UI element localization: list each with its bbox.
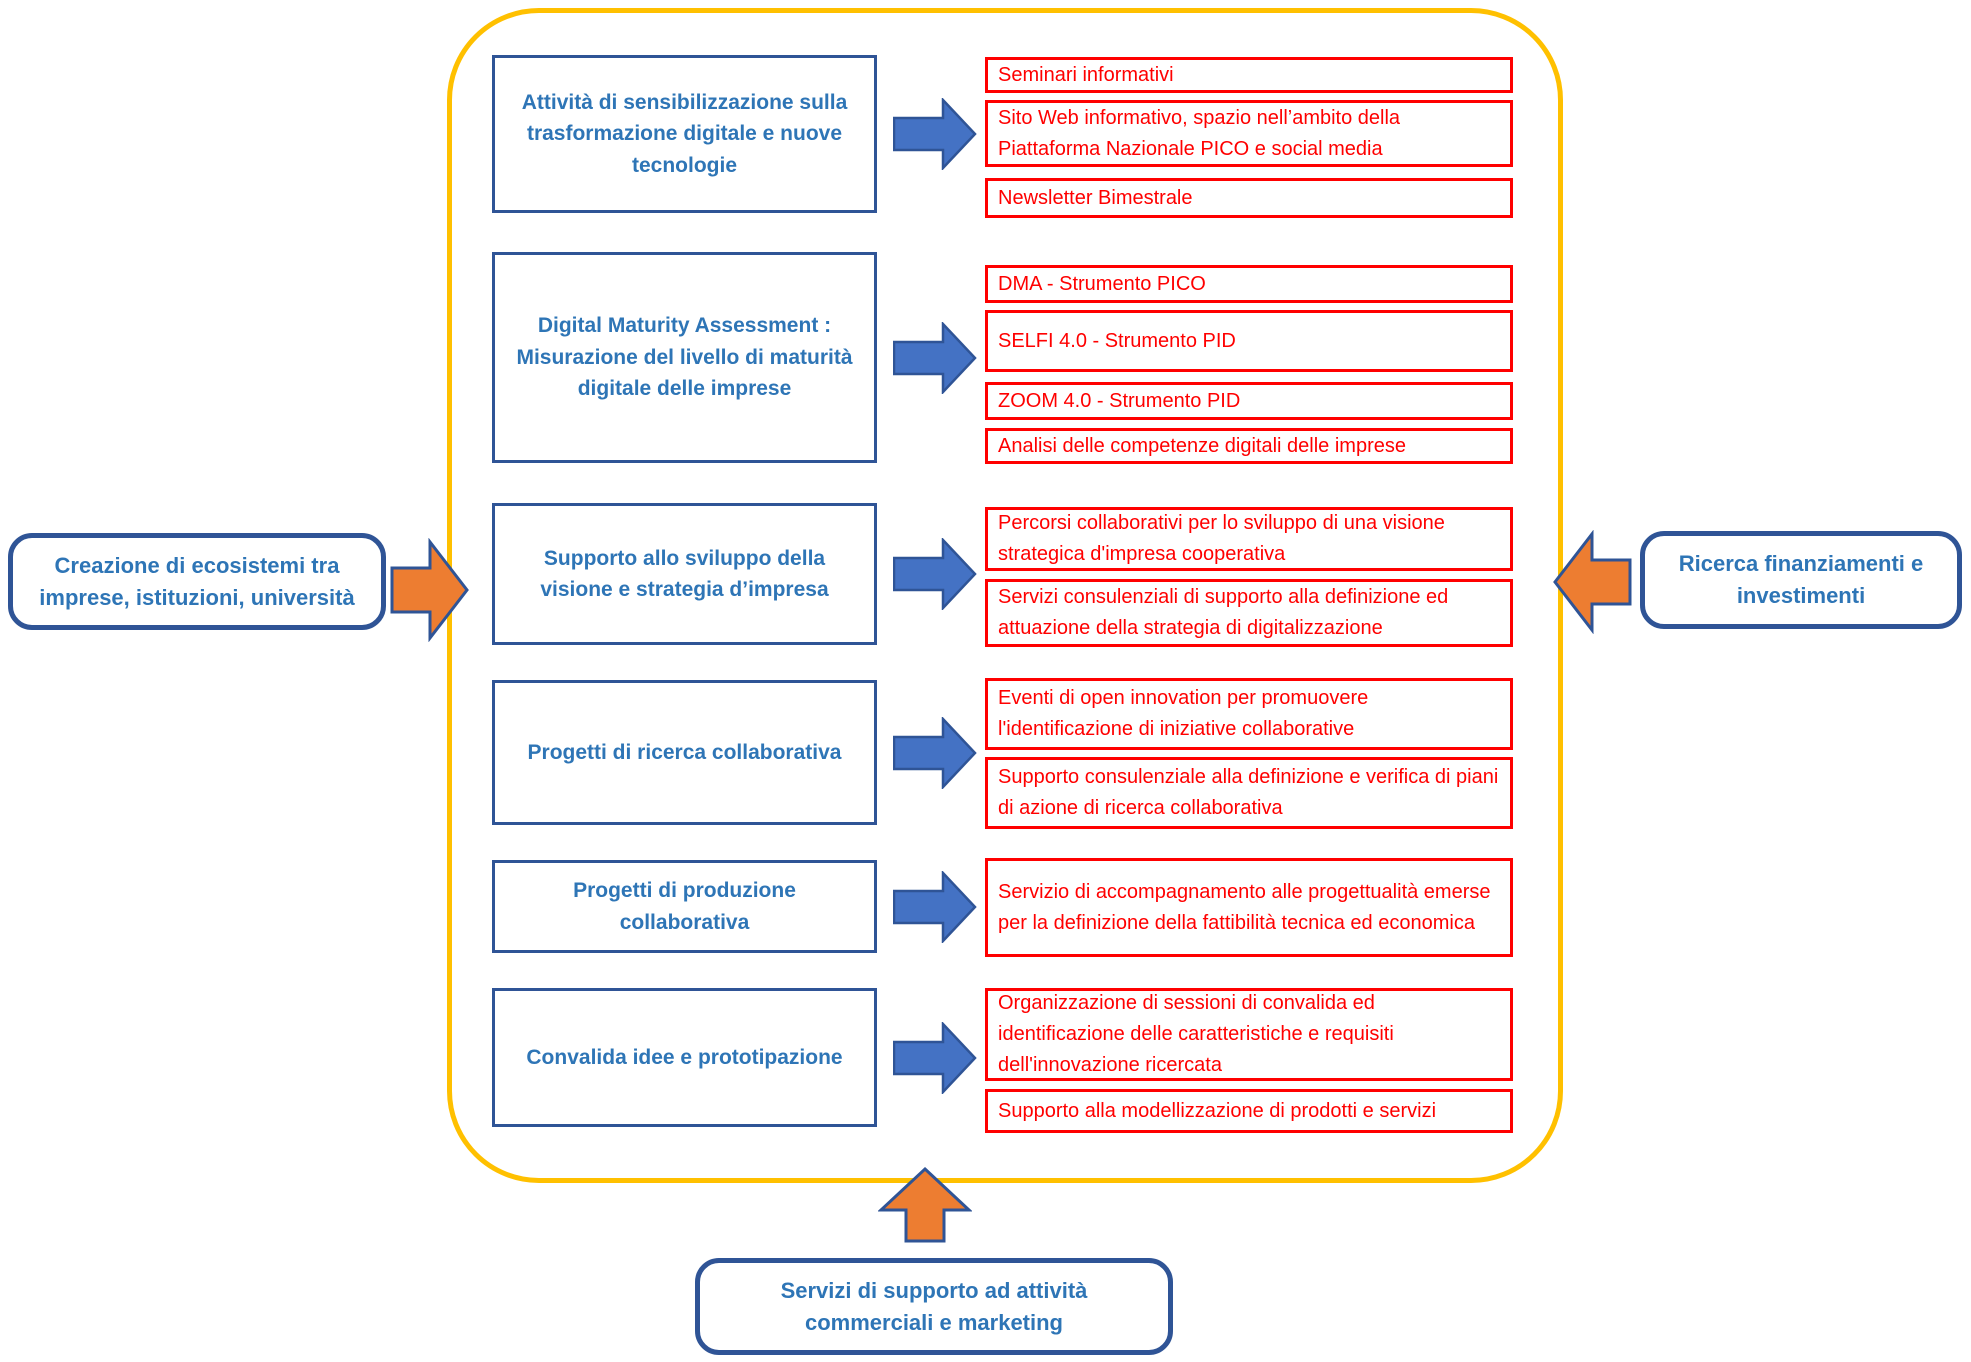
category-box-sensibilizzazione: Attività di sensibilizzazione sulla trasformazione digitale e nuove tecnologie xyxy=(492,55,877,213)
service-item: Seminari informativi xyxy=(985,57,1513,93)
flow-arrow-right-icon xyxy=(893,717,977,789)
flow-arrow-right-icon xyxy=(893,98,977,170)
category-box-produzione-collaborativa: Progetti di produzione collaborativa xyxy=(492,860,877,953)
service-item: Sito Web informativo, spazio nell’ambito della Piattaforma Nazionale PICO e social media xyxy=(985,100,1513,167)
flow-arrow-right-icon xyxy=(893,322,977,394)
flow-arrow-right-icon xyxy=(893,871,977,943)
service-item: Supporto consulenziale alla definizione e verifica di piani di azione di ricerca collaborativa xyxy=(985,757,1513,829)
service-item: Percorsi collaborativi per lo sviluppo di una visione strategica d'impresa cooperativa xyxy=(985,507,1513,571)
category-box-ricerca-collaborativa: Progetti di ricerca collaborativa xyxy=(492,680,877,825)
flow-arrow-right-icon xyxy=(893,1022,977,1094)
external-box-marketing: Servizi di supporto ad attività commerciali e marketing xyxy=(695,1258,1173,1355)
category-box-digital-maturity: Digital Maturity Assessment : Misurazione del livello di maturità digitale delle imprese xyxy=(492,252,877,463)
service-item: Supporto alla modellizzazione di prodotti e servizi xyxy=(985,1089,1513,1133)
orange-arrow-left-icon xyxy=(1550,530,1632,634)
category-box-convalida-idee: Convalida idee e prototipazione xyxy=(492,988,877,1127)
service-item: Organizzazione di sessioni di convalida ed identificazione delle caratteristiche e requisiti dell'innovazione ricercata xyxy=(985,988,1513,1081)
orange-arrow-right-icon xyxy=(390,538,470,642)
category-box-supporto-visione: Supporto allo sviluppo della visione e strategia d’impresa xyxy=(492,503,877,645)
flow-arrow-right-icon xyxy=(893,538,977,610)
service-item: Servizi consulenziali di supporto alla definizione ed attuazione della strategia di digitalizzazione xyxy=(985,579,1513,647)
service-item: Newsletter Bimestrale xyxy=(985,178,1513,218)
service-item: DMA - Strumento PICO xyxy=(985,265,1513,303)
service-item: Analisi delle competenze digitali delle imprese xyxy=(985,428,1513,464)
service-item: ZOOM 4.0 - Strumento PID xyxy=(985,382,1513,420)
external-box-ecosistemi: Creazione di ecosistemi tra imprese, istituzioni, università xyxy=(8,533,386,630)
external-box-finanziamenti: Ricerca finanziamenti e investimenti xyxy=(1640,531,1962,629)
service-item: Eventi di open innovation per promuovere l'identificazione di iniziative collaborative xyxy=(985,678,1513,750)
service-item: SELFI 4.0 - Strumento PID xyxy=(985,310,1513,372)
service-item: Servizio di accompagnamento alle progettualità emerse per la definizione della fattibilità tecnica ed economica xyxy=(985,858,1513,957)
orange-arrow-up-icon xyxy=(878,1166,972,1244)
